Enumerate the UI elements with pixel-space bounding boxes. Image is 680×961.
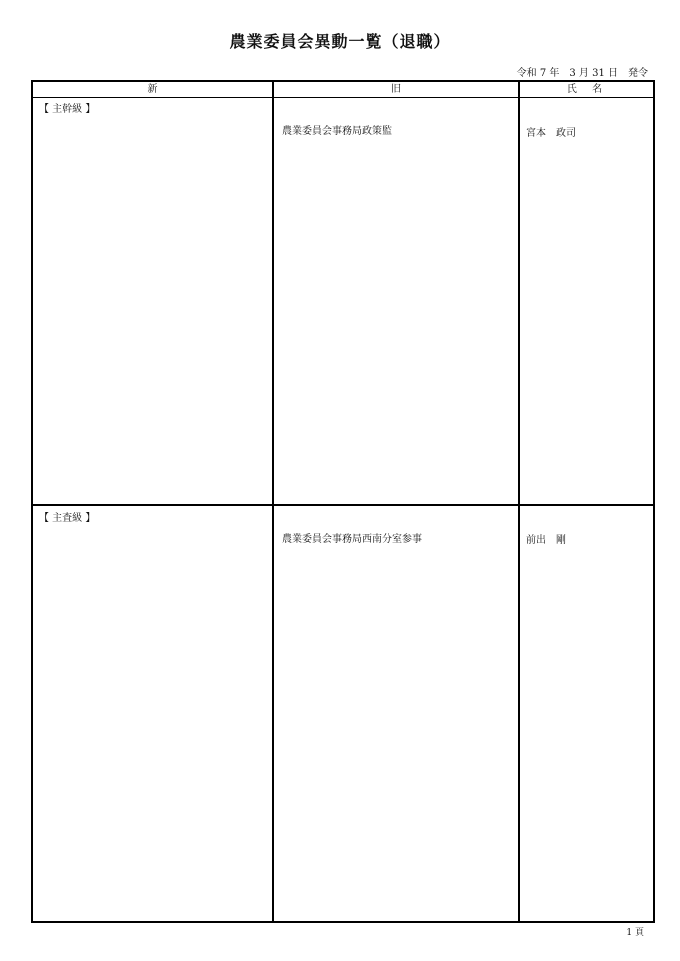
section-label-senior: 【 主査級 】: [39, 513, 96, 524]
document-title: 農業委員会異動一覧（退職）: [229, 32, 451, 51]
column-header-name: 氏 名: [566, 84, 609, 95]
column-divider-new-old: [272, 82, 274, 921]
issue-date: 令和 7 年 3 月 31 日 発令: [516, 68, 648, 79]
cell-name: 前出 剛: [526, 535, 566, 546]
column-header-new: 新: [147, 84, 158, 95]
section-label-chief: 【 主幹級 】: [39, 104, 96, 115]
header-divider: [33, 97, 653, 98]
cell-old: 農業委員会事務局西南分室参事: [282, 534, 422, 545]
column-header-old: 旧: [391, 84, 401, 95]
cell-old: 農業委員会事務局政策監: [282, 126, 392, 137]
section-divider: [33, 504, 653, 506]
transfer-table: [31, 80, 655, 923]
page-number: 1 頁: [626, 928, 644, 938]
column-divider-old-name: [518, 82, 520, 921]
cell-name: 宮本 政司: [526, 128, 576, 139]
